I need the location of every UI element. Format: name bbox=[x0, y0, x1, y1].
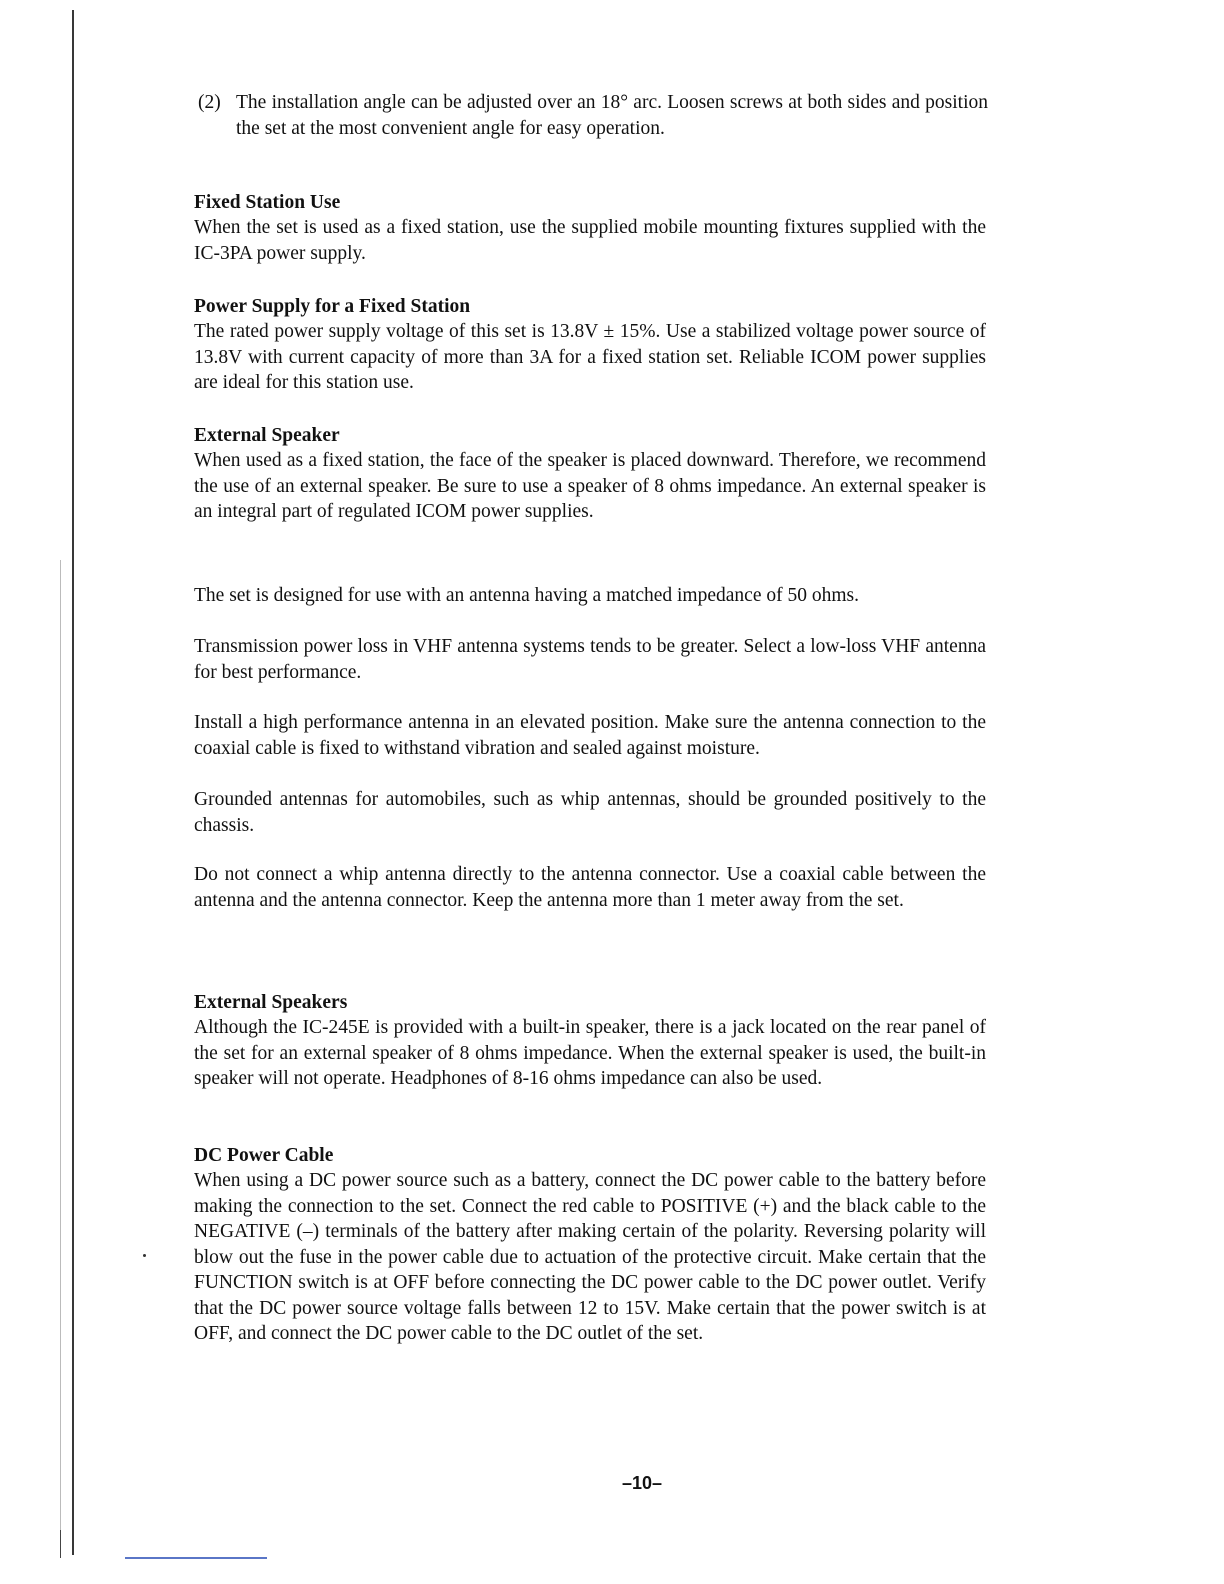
section-power-supply bbox=[194, 294, 986, 396]
page-number: –10– bbox=[621, 1473, 663, 1493]
scan-underline bbox=[125, 1557, 267, 1559]
section-heading: Power Supply for a Fixed Station bbox=[194, 296, 471, 317]
section-heading: External Speaker bbox=[194, 425, 340, 446]
paragraph-text: Transmission power loss in VHF antenna systems tends to be greater. Select a low-loss VHF antenna for best performance. bbox=[194, 636, 986, 683]
scan-edge-line bbox=[72, 10, 74, 1555]
section-dc-power-cable bbox=[194, 1143, 986, 1347]
scan-speck bbox=[143, 1254, 146, 1257]
paragraph-text: Install a high performance antenna in an elevated position. Make sure the antenna connection to the coaxial cable is fixed to withstand vibration and sealed against moisture. bbox=[194, 712, 986, 759]
antenna-paragraph-3 bbox=[194, 710, 986, 761]
section-external-speakers bbox=[194, 990, 986, 1092]
scan-faint-line bbox=[60, 560, 61, 1555]
scan-mark bbox=[60, 1530, 61, 1558]
section-heading: Fixed Station Use bbox=[194, 192, 341, 213]
section-paragraph: Although the IC-245E is provided with a built-in speaker, there is a jack located on the rear panel of the set for an external speaker of 8 ohms impedance. When the external speaker is used, the built-in speaker will not operate. Headphones of 8-16 ohms impedance can also be used. bbox=[194, 1017, 986, 1089]
paragraph-text: Grounded antennas for automobiles, such as whip antennas, should be grounded positively to the chassis. bbox=[194, 789, 986, 836]
section-heading: DC Power Cable bbox=[194, 1145, 334, 1166]
section-fixed-station-use bbox=[194, 190, 986, 266]
item-text: The installation angle can be adjusted over an 18° arc. Loosen screws at both sides and position the set at the most convenient angle for easy operation. bbox=[236, 92, 988, 139]
section-paragraph: The rated power supply voltage of this set is 13.8V ± 15%. Use a stabilized voltage power source of 13.8V with current capacity of more than 3A for a fixed station set. Reliable ICOM power supplies are ideal for this station use. bbox=[194, 321, 986, 393]
section-paragraph: When used as a fixed station, the face of the speaker is placed downward. Therefore, we recommend the use of an external speaker. Be sure to use a speaker of 8 ohms impedance. An external speaker is an integral part of regulated ICOM power supplies. bbox=[194, 450, 986, 522]
section-heading: External Speakers bbox=[194, 992, 348, 1013]
section-paragraph: When using a DC power source such as a battery, connect the DC power cable to the battery before making the connection to the set. Connect the red cable to POSITIVE (+) and the black cable to the NEGATIVE (–) terminals of the battery after making certain of the polarity. Reversing polarity will blow out the fuse in the power cable due to actuation of the protective circuit. Make certain that the FUNCTION switch is at OFF before connecting the DC power cable to the DC power outlet. Verify that the DC power source voltage falls between 12 to 15V. Make certain that the power switch is at OFF, and connect the DC power cable to the DC outlet of the set. bbox=[194, 1170, 986, 1344]
section-paragraph: When the set is used as a fixed station, use the supplied mobile mounting fixtures supplied with the IC-3PA power supply. bbox=[194, 217, 986, 264]
antenna-paragraph-2 bbox=[194, 634, 986, 685]
antenna-paragraph-1 bbox=[194, 583, 986, 609]
paragraph-text: The set is designed for use with an antenna having a matched impedance of 50 ohms. bbox=[194, 585, 859, 606]
paragraph-text: Do not connect a whip antenna directly to the antenna connector. Use a coaxial cable between the antenna and the antenna connector. Keep the antenna more than 1 meter away from the set. bbox=[194, 864, 986, 911]
antenna-paragraph-4 bbox=[194, 787, 986, 838]
item-number: (2) bbox=[198, 92, 221, 113]
numbered-item-2 bbox=[198, 90, 988, 142]
antenna-paragraph-5 bbox=[194, 862, 986, 913]
section-external-speaker bbox=[194, 423, 986, 525]
